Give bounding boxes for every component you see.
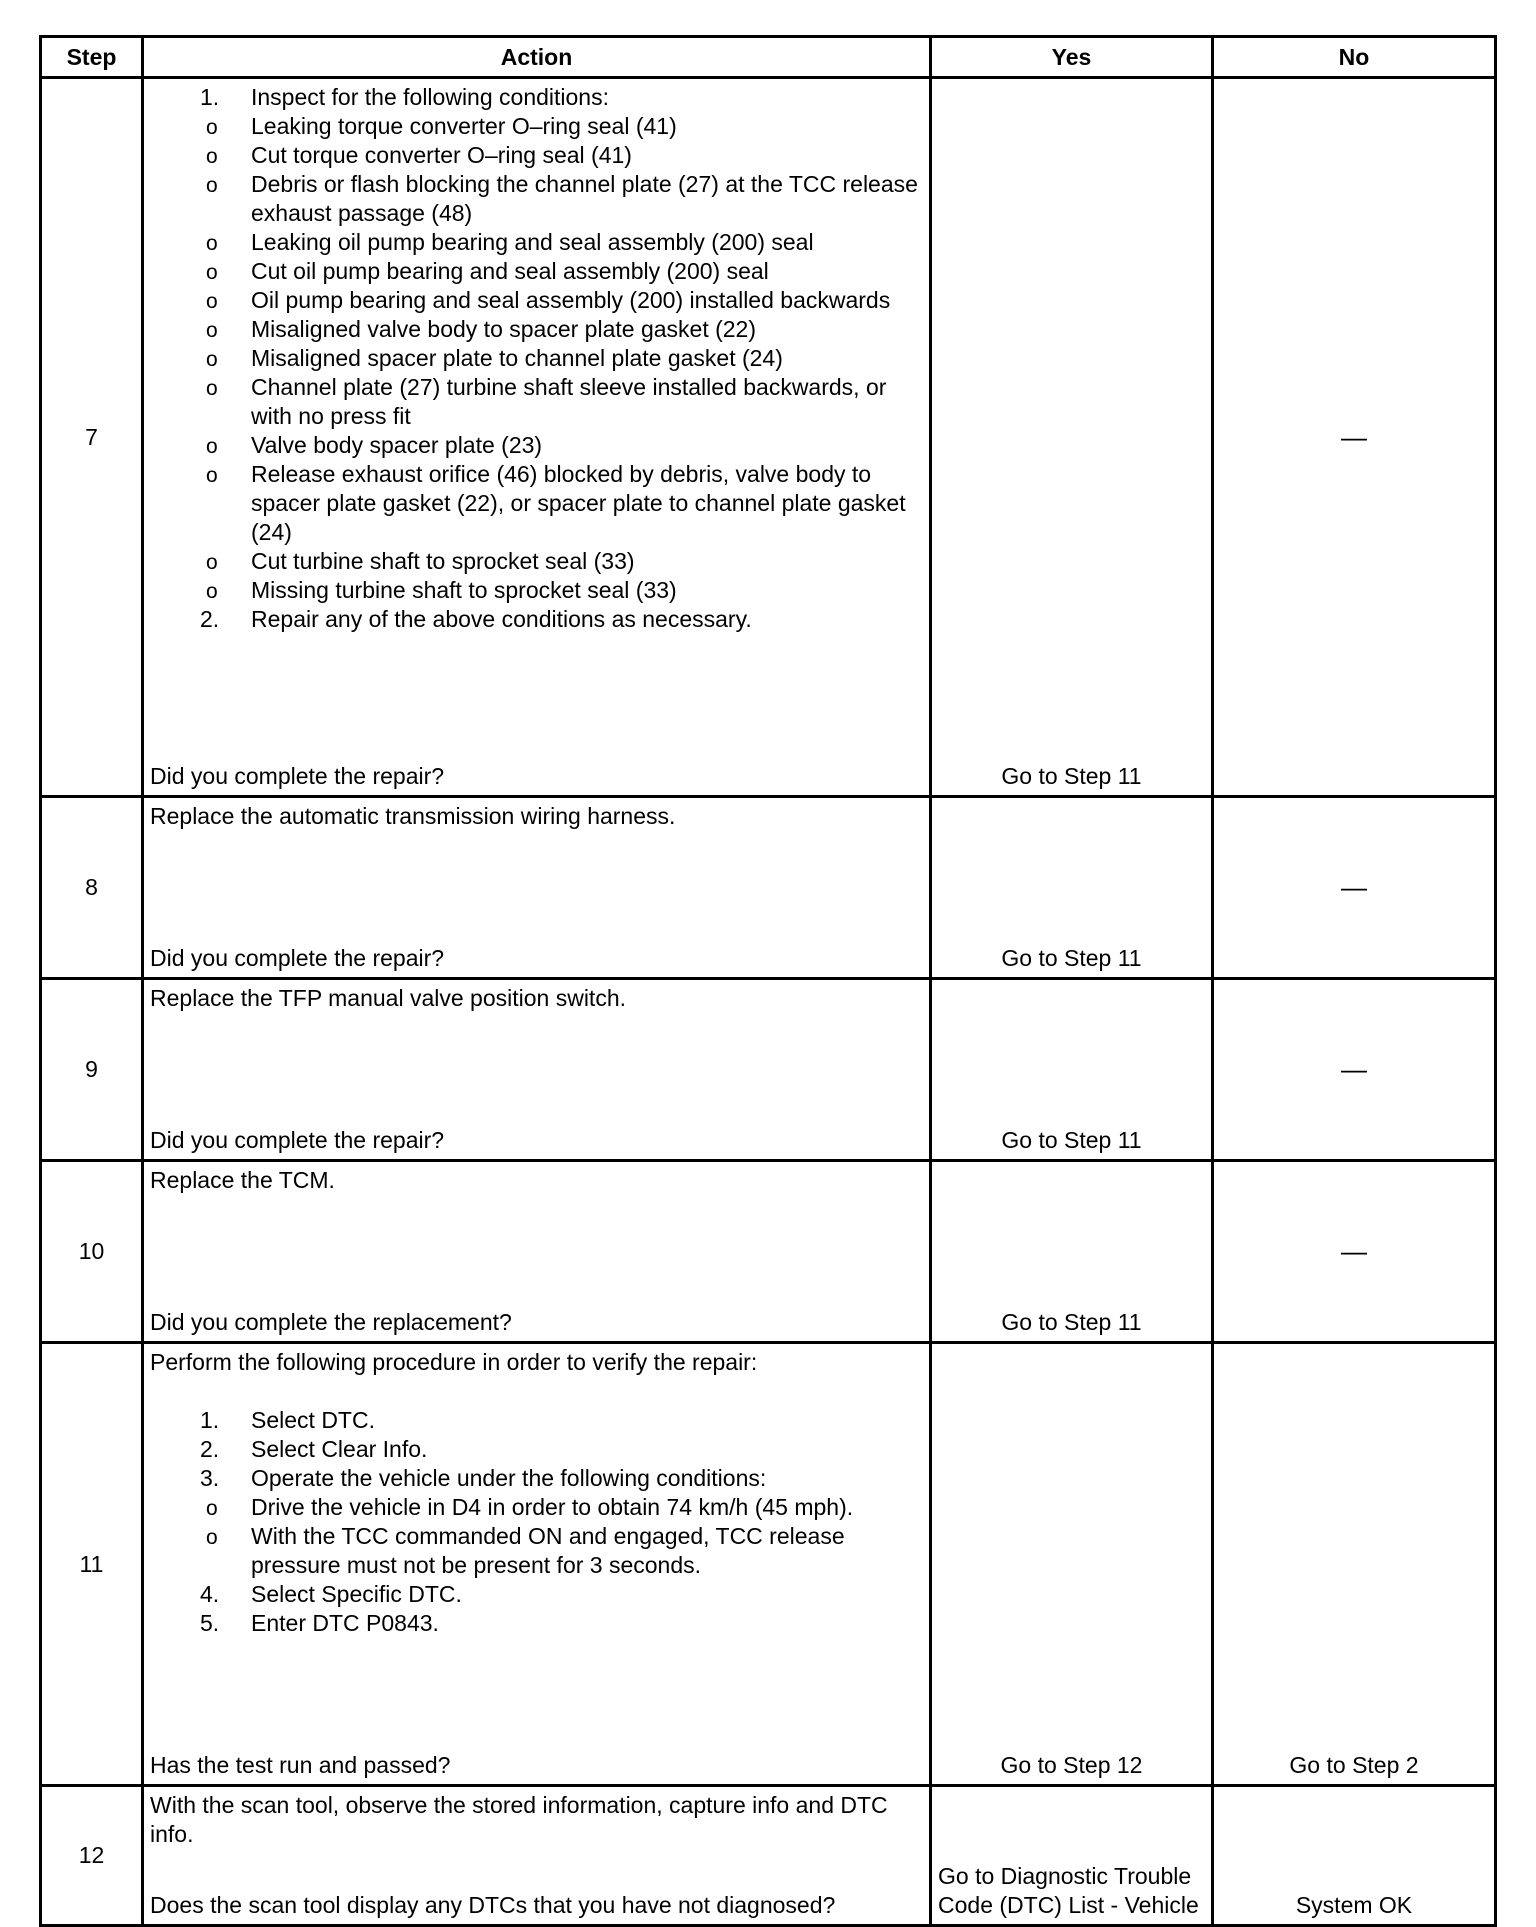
bullet-item <box>206 576 923 605</box>
bullet-glyph: o <box>206 232 218 255</box>
step-number: 10 <box>41 1161 143 1343</box>
bullet-item <box>206 1522 923 1580</box>
bullet-item <box>206 257 923 286</box>
question-text: Does the scan tool display any DTCs that you have not diagnosed? <box>150 1892 836 1918</box>
bullet-item <box>206 286 923 315</box>
step-number: 12 <box>41 1786 143 1926</box>
bullet-glyph: o <box>206 435 218 458</box>
bullet-item <box>206 141 923 170</box>
header-action: Action <box>143 37 931 78</box>
question-text: Did you complete the repair? <box>150 1127 445 1153</box>
bullet-glyph: o <box>206 377 218 400</box>
bullet-glyph: o <box>206 1497 218 1520</box>
bullet-text: Misaligned valve body to spacer plate gasket (22) <box>251 316 757 342</box>
bullet-item <box>206 112 923 141</box>
list-item <box>150 1580 923 1609</box>
list-text: Select Specific DTC. <box>251 1581 462 1607</box>
bullet-text: With the TCC commanded ON and engaged, TCC release pressure must not be present for 3 seconds. <box>251 1523 845 1578</box>
question-text: Did you complete the repair? <box>150 763 445 789</box>
header-row <box>41 37 1496 78</box>
list-number: 4. <box>200 1581 220 1607</box>
bullet-glyph: o <box>206 319 218 342</box>
bullet-text: Missing turbine shaft to sprocket seal (33) <box>251 577 677 603</box>
bullet-glyph: o <box>206 348 218 371</box>
list-text: Select DTC. <box>251 1407 375 1433</box>
bullet-item <box>206 431 923 460</box>
yes-cell: Go to Step 11 <box>931 797 1213 979</box>
no-cell: — <box>1213 979 1496 1161</box>
header-yes: Yes <box>931 37 1213 78</box>
action-cell <box>143 797 931 979</box>
step-number: 8 <box>41 797 143 979</box>
bullet-item <box>206 547 923 576</box>
action-text: Replace the TFP manual valve position switch. <box>150 985 627 1011</box>
action-cell <box>143 1343 931 1786</box>
action-cell <box>143 78 931 797</box>
action-cell <box>143 1161 931 1343</box>
bullet-glyph: o <box>206 116 218 139</box>
header-step: Step <box>41 37 143 78</box>
list-number: 3. <box>200 1465 220 1491</box>
step-number: 7 <box>41 78 143 797</box>
bullet-list <box>206 112 923 605</box>
bullet-text: Leaking torque converter O–ring seal (41) <box>251 113 677 139</box>
table-row <box>41 979 1496 1161</box>
list-text: Inspect for the following conditions: <box>251 84 609 110</box>
step-number: 11 <box>41 1343 143 1786</box>
bullet-text: Misaligned spacer plate to channel plate gasket (24) <box>251 345 783 371</box>
list-text: Select Clear Info. <box>251 1436 428 1462</box>
list-number: 5. <box>200 1610 220 1636</box>
question-text: Did you complete the repair? <box>150 945 445 971</box>
action-text: Replace the automatic transmission wiring harness. <box>150 803 676 829</box>
bullet-item <box>206 170 923 228</box>
bullet-item <box>206 315 923 344</box>
bullet-text: Oil pump bearing and seal assembly (200) installed backwards <box>251 287 891 313</box>
list-item <box>150 1609 923 1638</box>
question-text: Has the test run and passed? <box>150 1752 451 1778</box>
list-text: Repair any of the above conditions as necessary. <box>251 606 752 632</box>
question-text: Did you complete the replacement? <box>150 1309 512 1335</box>
bullet-item <box>206 1493 923 1522</box>
bullet-text: Cut torque converter O–ring seal (41) <box>251 142 632 168</box>
list-item <box>150 1406 923 1435</box>
list-number: 1. <box>200 84 220 110</box>
table-row <box>41 1161 1496 1343</box>
bullet-text: Debris or flash blocking the channel plate (27) at the TCC release exhaust passage (48) <box>251 171 918 226</box>
diagnostic-table <box>39 35 1497 1927</box>
table-row <box>41 78 1496 797</box>
bullet-list <box>206 1493 923 1580</box>
list-number: 2. <box>200 1436 220 1462</box>
action-text: With the scan tool, observe the stored information, capture info and DTC info. <box>150 1792 888 1847</box>
bullet-glyph: o <box>206 1526 218 1549</box>
numbered-list <box>150 83 923 634</box>
bullet-item <box>206 373 923 431</box>
no-cell: System OK <box>1213 1786 1496 1926</box>
yes-cell: Go to Step 11 <box>931 78 1213 797</box>
yes-cell: Go to Diagnostic Trouble Code (DTC) List - Vehicle <box>931 1786 1213 1926</box>
action-cell <box>143 1786 931 1926</box>
step-number: 9 <box>41 979 143 1161</box>
numbered-list <box>150 1406 923 1638</box>
list-number: 1. <box>200 1407 220 1433</box>
no-cell: — <box>1213 78 1496 797</box>
table-row <box>41 797 1496 979</box>
bullet-text: Valve body spacer plate (23) <box>251 432 543 458</box>
bullet-text: Leaking oil pump bearing and seal assembly (200) seal <box>251 229 814 255</box>
bullet-glyph: o <box>206 261 218 284</box>
list-text: Operate the vehicle under the following conditions: <box>251 1465 767 1491</box>
bullet-item <box>206 228 923 257</box>
yes-cell: Go to Step 11 <box>931 979 1213 1161</box>
bullet-text: Release exhaust orifice (46) blocked by debris, valve body to spacer plate gasket (22), or spacer plate to channel plate gasket (24) <box>251 461 906 545</box>
list-number: 2. <box>200 606 220 632</box>
table-row <box>41 1343 1496 1786</box>
bullet-text: Drive the vehicle in D4 in order to obtain 74 km/h (45 mph). <box>251 1494 854 1520</box>
no-cell: — <box>1213 797 1496 979</box>
list-item <box>150 1435 923 1464</box>
bullet-glyph: o <box>206 551 218 574</box>
bullet-text: Cut oil pump bearing and seal assembly (200) seal <box>251 258 769 284</box>
bullet-glyph: o <box>206 174 218 197</box>
action-cell <box>143 979 931 1161</box>
action-text: Replace the TCM. <box>150 1167 335 1193</box>
yes-cell: Go to Step 12 <box>931 1343 1213 1786</box>
bullet-item <box>206 460 923 547</box>
yes-cell: Go to Step 11 <box>931 1161 1213 1343</box>
list-item <box>150 83 923 605</box>
bullet-item <box>206 344 923 373</box>
bullet-glyph: o <box>206 145 218 168</box>
bullet-text: Cut turbine shaft to sprocket seal (33) <box>251 548 635 574</box>
list-item <box>150 605 923 634</box>
bullet-glyph: o <box>206 580 218 603</box>
list-item <box>150 1464 923 1580</box>
action-text: Perform the following procedure in order to verify the repair: <box>150 1349 758 1375</box>
header-no: No <box>1213 37 1496 78</box>
no-cell: — <box>1213 1161 1496 1343</box>
list-text: Enter DTC P0843. <box>251 1610 439 1636</box>
bullet-glyph: o <box>206 290 218 313</box>
bullet-text: Channel plate (27) turbine shaft sleeve installed backwards, or with no press fit <box>251 374 887 429</box>
bullet-glyph: o <box>206 464 218 487</box>
table-row <box>41 1786 1496 1926</box>
no-cell: Go to Step 2 <box>1213 1343 1496 1786</box>
